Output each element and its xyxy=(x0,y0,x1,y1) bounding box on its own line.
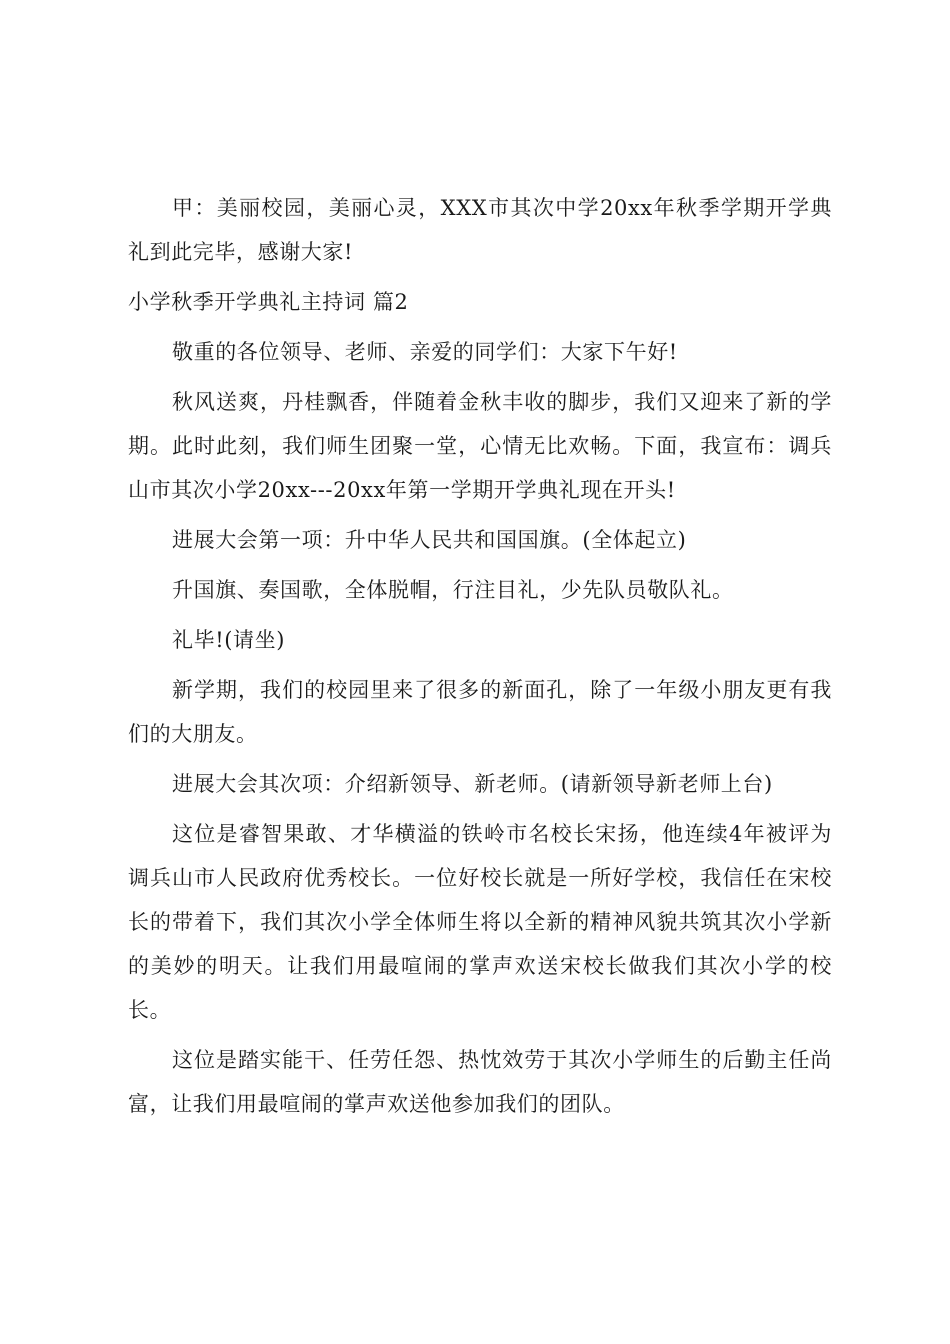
section-heading: 小学秋季开学典礼主持词 篇2 xyxy=(128,290,409,314)
greeting-paragraph: 敬重的各位领导、老师、亲爱的同学们：大家下午好! xyxy=(172,340,678,364)
opening-paragraph: 秋风送爽，丹桂飘香，伴随着金秋丰收的脚步，我们又迎来了新的学期。此时此刻，我们师生团聚一堂，心情无比欢畅。下面，我宣布：调兵山市其次小学20xx---20xx年第一学期开学典礼现在开头! xyxy=(128,390,832,502)
new-faces-paragraph: 新学期，我们的校园里来了很多的新面孔，除了一年级小朋友更有我们的大朋友。 xyxy=(128,678,832,746)
be-seated-paragraph: 礼毕!(请坐) xyxy=(172,628,286,652)
agenda-item-1: 进展大会第一项：升中华人民共和国国旗。(全体起立) xyxy=(172,528,687,552)
document-body xyxy=(128,186,832,1132)
agenda-item-2: 进展大会其次项：介绍新领导、新老师。(请新领导新老师上台) xyxy=(172,772,773,796)
principal-intro-paragraph: 这位是睿智果敢、才华横溢的铁岭市名校长宋扬，他连续4年被评为调兵山市人民政府优秀校长。一位好校长就是一所好学校，我信任在宋校长的带着下，我们其次小学全体师生将以全新的精神风貌共筑其次小学新的美妙的明天。让我们用最喧闹的掌声欢送宋校长做我们其次小学的校长。 xyxy=(128,822,832,1022)
flag-ceremony-paragraph: 升国旗、奏国歌，全体脱帽，行注目礼，少先队员敬队礼。 xyxy=(172,578,734,602)
logistics-intro-paragraph: 这位是踏实能干、任劳任怨、热忱效劳于其次小学师生的后勤主任尚富，让我们用最喧闹的掌声欢送他参加我们的团队。 xyxy=(128,1048,832,1116)
closing-paragraph: 甲：美丽校园，美丽心灵，XXX市其次中学20xx年秋季学期开学典礼到此完毕，感谢大家! xyxy=(128,196,832,264)
